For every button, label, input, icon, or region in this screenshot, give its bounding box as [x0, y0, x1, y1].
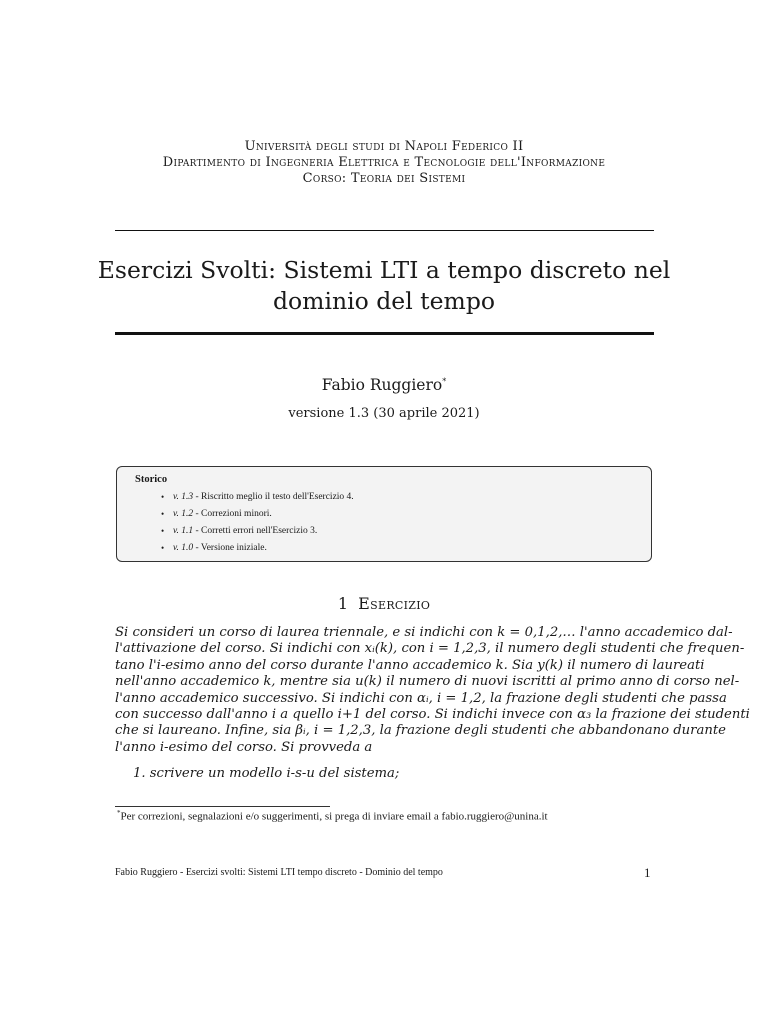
footnote-text: Per correzioni, segnalazioni e/o suggerimenti, si prega di inviare email a fabio.ruggiero@unina.it — [120, 810, 548, 823]
history-item — [161, 540, 354, 557]
university-name: Università degli studi di Napoli Federico II — [244, 139, 524, 154]
history-item — [161, 489, 354, 506]
bullet-icon: • — [161, 543, 165, 553]
document-title-line-1: Esercizi Svolti: Sistemi LTI a tempo discreto nel — [97, 256, 671, 284]
history-title: Storico — [135, 474, 168, 485]
version-line: versione 1.3 (30 aprile 2021) — [288, 406, 480, 421]
page-footer-text: Fabio Ruggiero - Esercizi svolti: Sistemi LTI tempo discreto - Dominio del tempo — [115, 867, 443, 878]
section-number: 1 — [337, 594, 348, 613]
history-text: - Riscritto meglio il testo dell'Esercizio 4. — [193, 492, 354, 502]
history-text: - Corretti errori nell'Esercizio 3. — [193, 526, 318, 536]
history-text: - Versione iniziale. — [193, 543, 267, 553]
history-item — [161, 506, 354, 523]
paragraph-line: l'anno i-esimo del corso. Si provveda a — [115, 739, 373, 755]
history-text: - Correzioni minori. — [193, 509, 272, 519]
footnote-mark: * — [117, 809, 121, 817]
paragraph-line: nell'anno accademico k, mentre sia u(k) il numero di nuovi iscritti al primo anno di corso nel- — [115, 674, 740, 690]
history-box — [116, 466, 652, 562]
bullet-icon: • — [161, 492, 165, 502]
history-list — [117, 489, 354, 557]
section-title: Esercizio — [358, 594, 431, 613]
paragraph-line: l'attivazione del corso. Si indichi con xᵢ(k), con i = 1,2,3, il numero degli studenti che frequen- — [115, 641, 745, 657]
title-top-rule — [115, 230, 654, 231]
paragraph-line: tano l'i-esimo anno del corso durante l'anno accademico k. Sia y(k) il numero di laureati — [115, 657, 705, 673]
paragraph-line: Si consideri un corso di laurea triennale, e si indichi con k = 0,1,2,… l'anno accademico dal- — [115, 625, 733, 640]
footnote-rule — [115, 806, 330, 807]
document-title-line-2: dominio del tempo — [272, 287, 496, 315]
course-name: Corso: Teoria dei Sistemi — [302, 171, 466, 186]
section-heading — [0, 594, 768, 614]
bullet-icon: • — [161, 526, 165, 536]
list-item: 1. scrivere un modello i-s-u del sistema; — [133, 766, 400, 781]
title-bottom-rule — [115, 332, 654, 335]
paragraph-line: con successo dall'anno i a quello i+1 del corso. Si indichi invece con α₃ la frazione dei studenti — [115, 707, 750, 723]
footnote — [117, 809, 548, 823]
bullet-icon: • — [161, 509, 165, 519]
exercise-paragraph — [115, 625, 750, 756]
history-version: v. 1.3 — [173, 492, 194, 502]
author-block — [0, 376, 768, 394]
history-version: v. 1.1 — [173, 526, 194, 536]
history-version: v. 1.0 — [173, 543, 194, 553]
page-number: 1 — [644, 865, 651, 880]
department-name: Dipartimento di Ingegneria Elettrica e Tecnologie dell'Informazione — [162, 155, 606, 170]
history-item — [161, 523, 354, 540]
paragraph-line: che si laureano. Infine, sia βᵢ, i = 1,2,3, la frazione degli studenti che abbandonano durante — [115, 723, 726, 739]
history-version: v. 1.2 — [173, 509, 194, 519]
author-footnote-mark: * — [442, 376, 447, 386]
paragraph-line: l'anno accademico successivo. Si indichi con αᵢ, i = 1,2, la frazione degli studenti che passa — [115, 690, 727, 706]
author-name: Fabio Ruggiero — [321, 376, 443, 394]
